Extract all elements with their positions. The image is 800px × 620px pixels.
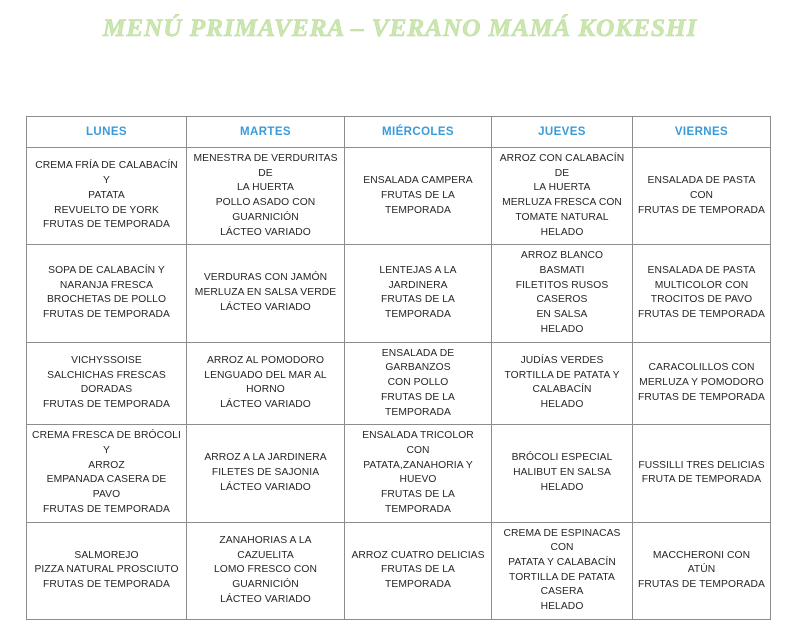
menu-item-line: CON POLLO (387, 377, 449, 389)
menu-item-line: POLLO ASADO CON (215, 197, 316, 209)
menu-item-line: HALIBUT EN SALSA (513, 467, 611, 479)
menu-cell-week1-miercoles (345, 148, 492, 245)
menu-item-line: EN SALSA (536, 309, 588, 321)
menu-cell-week5-miercoles (345, 522, 492, 619)
menu-cell-week1-martes (187, 148, 345, 245)
column-header-jueves: JUEVES (492, 117, 633, 148)
menu-item-line: TORTILLA DE PATATA (509, 571, 615, 583)
menu-item-line: FRUTAS DE TEMPORADA (42, 579, 170, 591)
table-header-row (27, 117, 771, 148)
menu-item-line: LOMO FRESCO CON (213, 564, 318, 576)
menu-item-line: LENGUADO DEL MAR AL (204, 369, 327, 381)
menu-item-line: ARROZ (88, 459, 125, 471)
menu-item-line: CREMA FRÍA DE CALABACÍN Y (35, 160, 178, 187)
menu-item-line: MERLUZA Y POMODORO (639, 377, 764, 389)
menu-item-line: NARANJA FRESCA (59, 279, 154, 291)
menu-item-line: PATATA Y CALABACÍN (508, 556, 616, 568)
menu-item-line: ENSALADA CAMPERA (363, 175, 473, 187)
menu-item-line: TORTILLA DE PATATA Y (504, 369, 620, 381)
menu-item-line: HELADO (540, 226, 584, 238)
menu-cell-week3-jueves (492, 342, 633, 425)
menu-item-line: VICHYSSOISE (71, 354, 142, 366)
menu-item-line: FRUTAS DE TEMPORADA (638, 391, 766, 403)
menu-cell-week2-viernes (633, 245, 771, 342)
menu-item-line: MACCHERONI CON ATÚN (652, 549, 751, 576)
menu-item-line: HELADO (540, 323, 584, 335)
table-row (27, 522, 771, 619)
menu-item-line: CARACOLILLOS CON (648, 362, 755, 374)
menu-item-line: LA HUERTA (533, 182, 591, 194)
menu-item-line: FRUTAS DE TEMPORADA (638, 579, 766, 591)
menu-cell-week1-viernes (633, 148, 771, 245)
menu-item-line: FRUTAS DE TEMPORADA (638, 204, 766, 216)
menu-item-line: HORNO (246, 384, 285, 396)
menu-cell-week5-viernes (633, 522, 771, 619)
menu-item-line: TROCITOS DE PAVO (650, 294, 753, 306)
menu-item-line: LÁCTEO VARIADO (220, 301, 311, 313)
menu-item-line: FRUTAS DE LA TEMPORADA (380, 489, 455, 515)
table-body (27, 148, 771, 620)
table-row (27, 425, 771, 522)
menu-item-line: FRUTAS DE TEMPORADA (42, 309, 170, 321)
menu-item-line: ARROZ BLANCO BASMATI (520, 250, 604, 277)
menu-item-line: FRUTAS DE LA TEMPORADA (380, 189, 455, 216)
menu-item-line: FILETES DE SAJONIA (211, 467, 320, 479)
column-header-martes: MARTES (187, 117, 345, 148)
menu-item-line: LA HUERTA (237, 182, 294, 194)
menu-item-line: ARROZ A LA JARDINERA (204, 452, 327, 464)
page-title: MENÚ PRIMAVERA – VERANO MAMÁ KOKESHI (102, 13, 698, 42)
table-header (27, 117, 771, 148)
menu-item-line: FUSSILLI TRES DELICIAS (638, 459, 765, 471)
menu-item-line: PATATA,ZANAHORIA Y (363, 459, 473, 471)
menu-item-line: FRUTAS DE LA TEMPORADA (380, 391, 455, 418)
column-header-viernes: VIERNES (633, 117, 771, 148)
menu-item-line: BROCHETAS DE POLLO (46, 294, 167, 306)
menu-item-line: SALCHICHAS FRESCAS (47, 369, 166, 381)
menu-item-line: ENSALADA DE PASTA (647, 265, 756, 277)
menu-item-line: HELADO (540, 481, 584, 493)
menu-item-line: FRUTAS DE TEMPORADA (42, 219, 170, 231)
weekly-menu-table (26, 116, 771, 620)
menu-item-line: ENSALADA TRICOLOR CON (362, 430, 474, 456)
menu-item-line: GUARNICIÓN (232, 579, 299, 591)
menu-cell-week2-martes (187, 245, 345, 342)
column-header-miercoles: MIÉRCOLES (345, 117, 492, 148)
menu-item-line: FILETITOS RUSOS CASEROS (515, 279, 609, 306)
menu-item-line: JUDÍAS VERDES (520, 354, 604, 366)
menu-cell-week4-miercoles (345, 425, 492, 522)
menu-item-line: FRUTAS DE TEMPORADA (42, 503, 170, 515)
menu-item-line: FRUTAS DE LA TEMPORADA (380, 564, 455, 591)
menu-item-line: ARROZ CON CALABACÍN DE (499, 153, 625, 179)
menu-item-line: ENSALADA DE PASTA CON (647, 175, 756, 201)
menu-item-line: LENTEJAS A LA JARDINERA (379, 265, 457, 291)
menu-cell-week4-lunes (27, 425, 187, 522)
menu-item-line: EMPANADA CASERA DE PAVO (46, 474, 167, 501)
menu-item-line: REVUELTO DE YORK (54, 204, 159, 216)
menu-item-line: LÁCTEO VARIADO (220, 593, 311, 605)
menu-item-line: HELADO (540, 399, 584, 411)
menu-item-line: CREMA DE ESPINACAS CON (503, 527, 621, 554)
menu-item-line: LÁCTEO VARIADO (220, 399, 311, 411)
menu-item-line: TOMATE NATURAL (515, 211, 609, 223)
menu-item-line: CASERA (540, 586, 584, 598)
menu-cell-week1-lunes (27, 148, 187, 245)
menu-cell-week4-viernes (633, 425, 771, 522)
column-header-lunes: LUNES (27, 117, 187, 148)
table-row (27, 245, 771, 342)
menu-item-line: PIZZA NATURAL PROSCIUTO (34, 564, 179, 576)
menu-cell-week4-martes (187, 425, 345, 522)
menu-item-line: CREMA FRESCA DE BRÓCOLI Y (32, 430, 181, 456)
menu-item-line: MULTICOLOR CON (654, 279, 749, 291)
menu-cell-week5-lunes (27, 522, 187, 619)
menu-item-line: HELADO (540, 601, 584, 613)
menu-item-line: HUEVO (399, 474, 437, 486)
menu-item-line: MERLUZA EN SALSA VERDE (194, 287, 337, 299)
menu-cell-week2-miercoles (345, 245, 492, 342)
menu-cell-week3-viernes (633, 342, 771, 425)
menu-item-line: MENESTRA DE VERDURITAS DE (193, 153, 338, 179)
menu-item-line: FRUTA DE TEMPORADA (641, 474, 762, 486)
menu-cell-week1-jueves (492, 148, 633, 245)
menu-cell-week2-jueves (492, 245, 633, 342)
menu-cell-week3-martes (187, 342, 345, 425)
menu-item-line: PATATA (88, 189, 125, 201)
menu-cell-week5-martes (187, 522, 345, 619)
table-row (27, 148, 771, 245)
menu-item-line: FRUTAS DE LA TEMPORADA (380, 294, 455, 321)
menu-item-line: VERDURAS CON JAMÓN (203, 272, 328, 284)
menu-cell-week3-miercoles (345, 342, 492, 425)
menu-item-line: ARROZ AL POMODORO (206, 354, 325, 366)
table-row (27, 342, 771, 425)
menu-item-line: DORADAS (80, 384, 133, 396)
menu-item-line: LÁCTEO VARIADO (220, 481, 311, 493)
menu-item-line: SALMOREJO (74, 549, 139, 561)
menu-item-line: CALABACÍN (532, 384, 592, 396)
menu-item-line: ARROZ CUATRO DELICIAS (351, 549, 485, 561)
menu-cell-week2-lunes (27, 245, 187, 342)
menu-cell-week5-jueves (492, 522, 633, 619)
menu-item-line: SOPA DE CALABACÍN Y (48, 265, 165, 277)
page-title-container (0, 13, 800, 42)
menu-item-line: FRUTAS DE TEMPORADA (42, 399, 170, 411)
menu-cell-week3-lunes (27, 342, 187, 425)
menu-item-line: ZANAHORIAS A LA CAZUELITA (219, 534, 312, 561)
menu-item-line: BRÓCOLI ESPECIAL (511, 452, 613, 464)
menu-item-line: MERLUZA FRESCA CON (502, 197, 622, 209)
menu-item-line: FRUTAS DE TEMPORADA (638, 309, 766, 321)
menu-item-line: GUARNICIÓN (232, 211, 299, 223)
menu-item-line: LÁCTEO VARIADO (220, 226, 311, 238)
menu-item-line: ENSALADA DE GARBANZOS (381, 347, 455, 374)
menu-cell-week4-jueves (492, 425, 633, 522)
